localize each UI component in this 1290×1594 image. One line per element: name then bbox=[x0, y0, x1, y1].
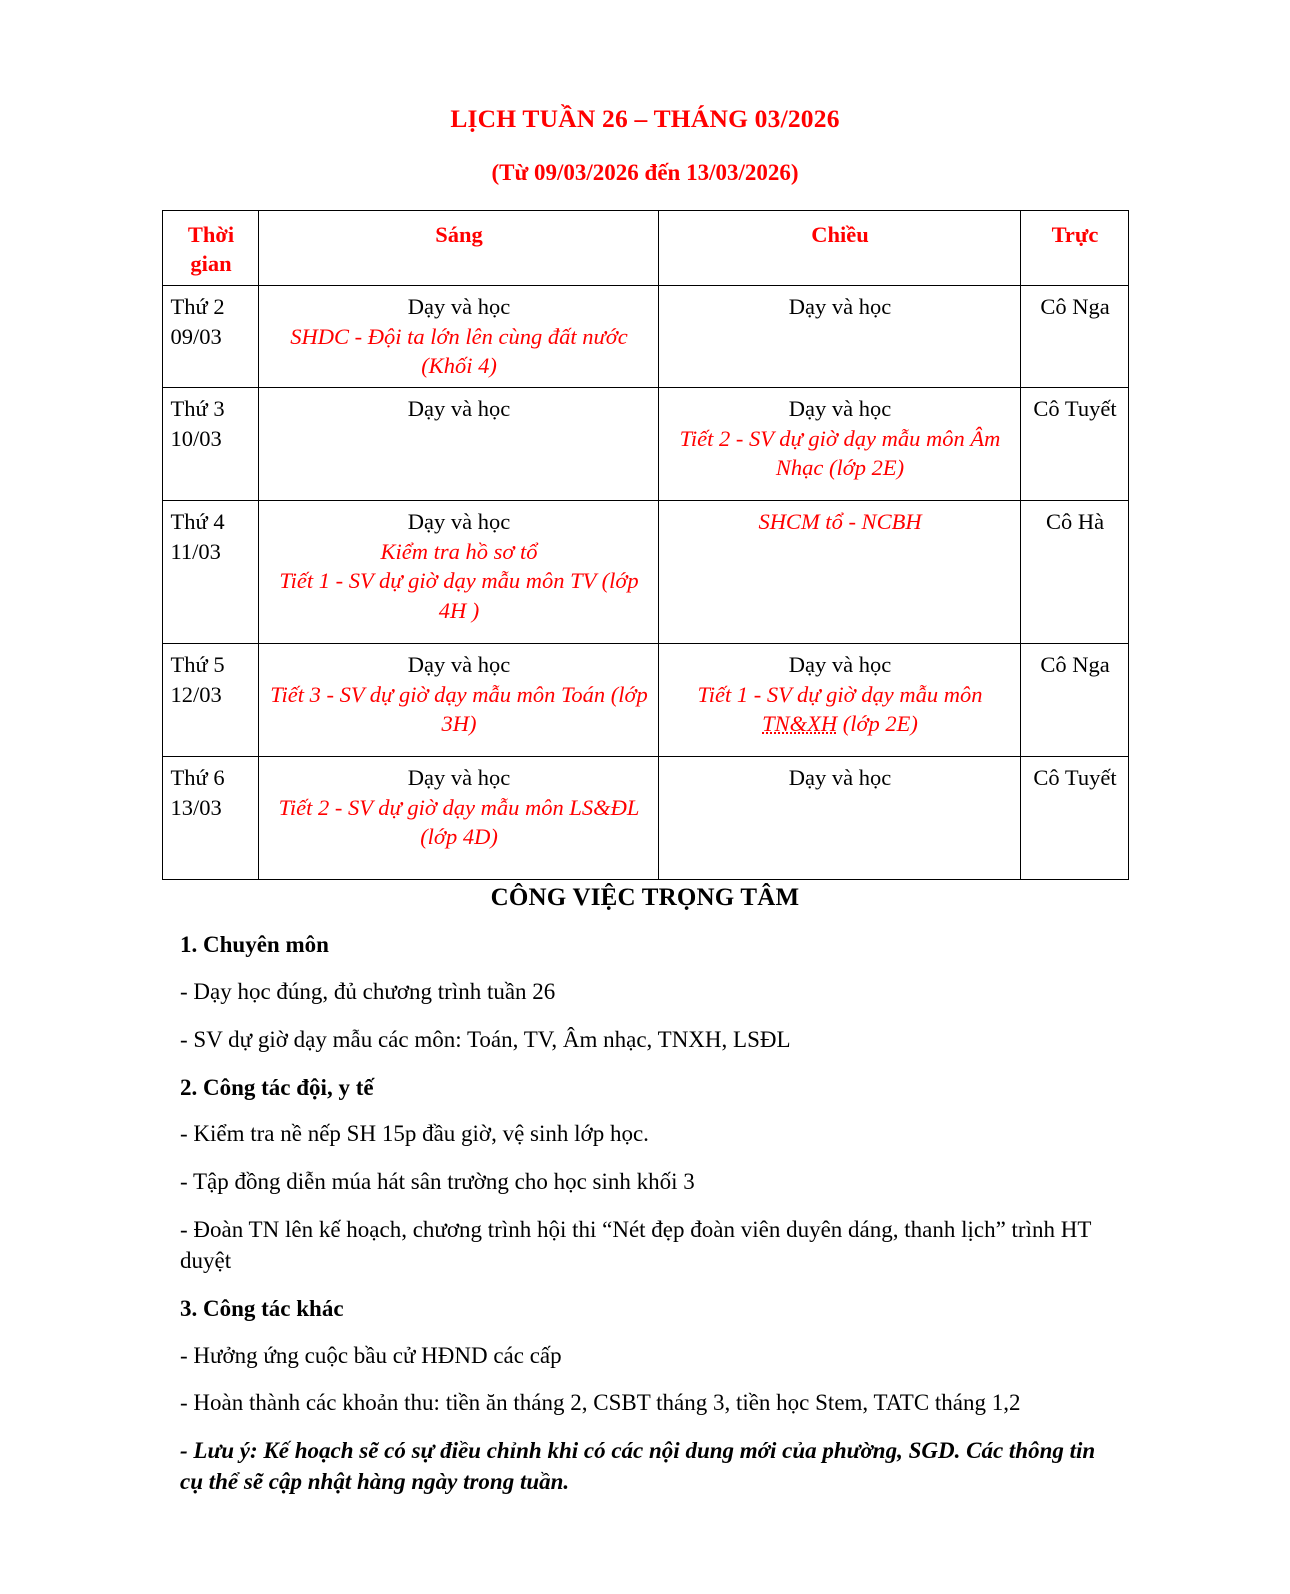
cell-time bbox=[162, 388, 258, 501]
task-group-heading-2: 2. Công tác đội, y tế bbox=[180, 1074, 374, 1100]
column-header-duty: Trực bbox=[1020, 210, 1128, 285]
cell-afternoon bbox=[658, 286, 1020, 388]
day-label: Thứ 5 bbox=[170, 652, 225, 678]
cell-time bbox=[162, 644, 258, 757]
date-label: 10/03 bbox=[170, 425, 222, 451]
cell-afternoon bbox=[658, 388, 1020, 501]
cell-morning bbox=[258, 388, 658, 501]
column-header-morning: Sáng bbox=[258, 210, 658, 285]
tasks-body bbox=[145, 930, 1145, 1497]
day-label: Thứ 2 bbox=[170, 294, 225, 319]
cell-afternoon bbox=[658, 757, 1020, 880]
task-item: - Hoàn thành các khoản thu: tiền ăn tháng 2, CSBT tháng 3, tiền học Stem, TATC tháng 1,2 bbox=[180, 1390, 1021, 1416]
task-item: - Kiểm tra nề nếp SH 15p đầu giờ, vệ sinh lớp học. bbox=[180, 1121, 649, 1147]
cell-afternoon bbox=[658, 501, 1020, 644]
morning-note-text: Tiết 2 - SV dự giờ dạy mẫu môn LS&ĐL (lớp 4D) bbox=[278, 794, 640, 850]
table-row bbox=[162, 644, 1128, 757]
task-item: - SV dự giờ dạy mẫu các môn: Toán, TV, Âm nhạc, TNXH, LSĐL bbox=[180, 1026, 791, 1052]
afternoon-main-text: Dạy và học bbox=[788, 294, 892, 319]
afternoon-main-text: Dạy và học bbox=[788, 765, 892, 791]
page-title: LỊCH TUẦN 26 – THÁNG 03/2026 bbox=[450, 104, 840, 133]
afternoon-note-part-a: Tiết 1 - SV dự giờ dạy mẫu môn bbox=[697, 681, 983, 707]
morning-note-text: Kiểm tra hồ sơ tổ bbox=[380, 538, 538, 564]
morning-main-text: Dạy và học bbox=[407, 396, 511, 422]
task-group-heading-3: 3. Công tác khác bbox=[180, 1295, 344, 1321]
table-row bbox=[162, 286, 1128, 388]
morning-main-text: Dạy và học bbox=[407, 765, 511, 791]
day-label: Thứ 4 bbox=[170, 509, 225, 535]
cell-duty: Cô Tuyết bbox=[1020, 757, 1128, 880]
cell-time bbox=[162, 757, 258, 880]
afternoon-main-text: Dạy và học bbox=[788, 396, 892, 422]
cell-afternoon bbox=[658, 644, 1020, 757]
day-label: Thứ 6 bbox=[170, 765, 225, 791]
cell-morning bbox=[258, 757, 658, 880]
column-header-time: Thời gian bbox=[162, 210, 258, 285]
table-row bbox=[162, 388, 1128, 501]
day-label: Thứ 3 bbox=[170, 396, 225, 422]
morning-note-text-secondary: Tiết 1 - SV dự giờ dạy mẫu môn TV (lớp 4H ) bbox=[279, 568, 639, 624]
task-item: - Hưởng ứng cuộc bầu cử HĐND các cấp bbox=[180, 1342, 562, 1368]
cell-time bbox=[162, 286, 258, 388]
date-label: 11/03 bbox=[170, 538, 221, 564]
morning-note-text: SHDC - Đội ta lớn lên cùng đất nước (Khối 4) bbox=[290, 323, 628, 379]
table-row bbox=[162, 501, 1128, 644]
morning-main-text: Dạy và học bbox=[407, 294, 511, 319]
cell-morning bbox=[258, 644, 658, 757]
cell-time bbox=[162, 501, 258, 644]
task-item: - Dạy học đúng, đủ chương trình tuần 26 bbox=[180, 978, 556, 1004]
cell-duty: Cô Hà bbox=[1020, 501, 1128, 644]
afternoon-note-part-c: (lớp 2E) bbox=[837, 711, 918, 737]
task-item: - Đoàn TN lên kế hoạch, chương trình hội thi “Nét đẹp đoàn viên duyên dáng, thanh lịch” trình HT duyệt bbox=[180, 1217, 1091, 1273]
weekly-schedule-table bbox=[162, 210, 1129, 880]
afternoon-note-text: SHCM tổ - NCBH bbox=[758, 509, 922, 535]
morning-note-text: Tiết 3 - SV dự giờ dạy mẫu môn Toán (lớp 3H) bbox=[270, 681, 648, 737]
cell-morning bbox=[258, 501, 658, 644]
task-group-heading-1: 1. Chuyên môn bbox=[180, 932, 329, 958]
task-item: - Tập đồng diễn múa hát sân trường cho học sinh khối 3 bbox=[180, 1169, 695, 1195]
morning-main-text: Dạy và học bbox=[407, 652, 511, 678]
morning-main-text: Dạy và học bbox=[407, 509, 511, 535]
cell-morning bbox=[258, 286, 658, 388]
column-header-afternoon: Chiều bbox=[658, 210, 1020, 285]
afternoon-note-text bbox=[667, 680, 1014, 739]
afternoon-note-subject: TN&XH bbox=[762, 711, 838, 737]
afternoon-main-text: Dạy và học bbox=[788, 652, 892, 678]
date-label: 13/03 bbox=[170, 794, 222, 820]
page-subtitle: (Từ 09/03/2026 đến 13/03/2026) bbox=[491, 159, 799, 185]
tasks-section-title: CÔNG VIỆC TRỌNG TÂM bbox=[490, 884, 800, 912]
date-label: 12/03 bbox=[170, 681, 222, 707]
date-label: 09/03 bbox=[170, 323, 222, 349]
closing-note: - Lưu ý: Kế hoạch sẽ có sự điều chỉnh khi có các nội dung mới của phường, SGD. Các thông tin cụ thể sẽ cập nhật hàng ngày trong tuần. bbox=[180, 1438, 1096, 1494]
table-row bbox=[162, 757, 1128, 880]
table-header-row bbox=[162, 210, 1128, 285]
cell-duty: Cô Tuyết bbox=[1020, 388, 1128, 501]
afternoon-note-text: Tiết 2 - SV dự giờ dạy mẫu môn Âm Nhạc (lớp 2E) bbox=[679, 425, 1001, 481]
cell-duty: Cô Nga bbox=[1020, 644, 1128, 757]
cell-duty: Cô Nga bbox=[1020, 286, 1128, 388]
